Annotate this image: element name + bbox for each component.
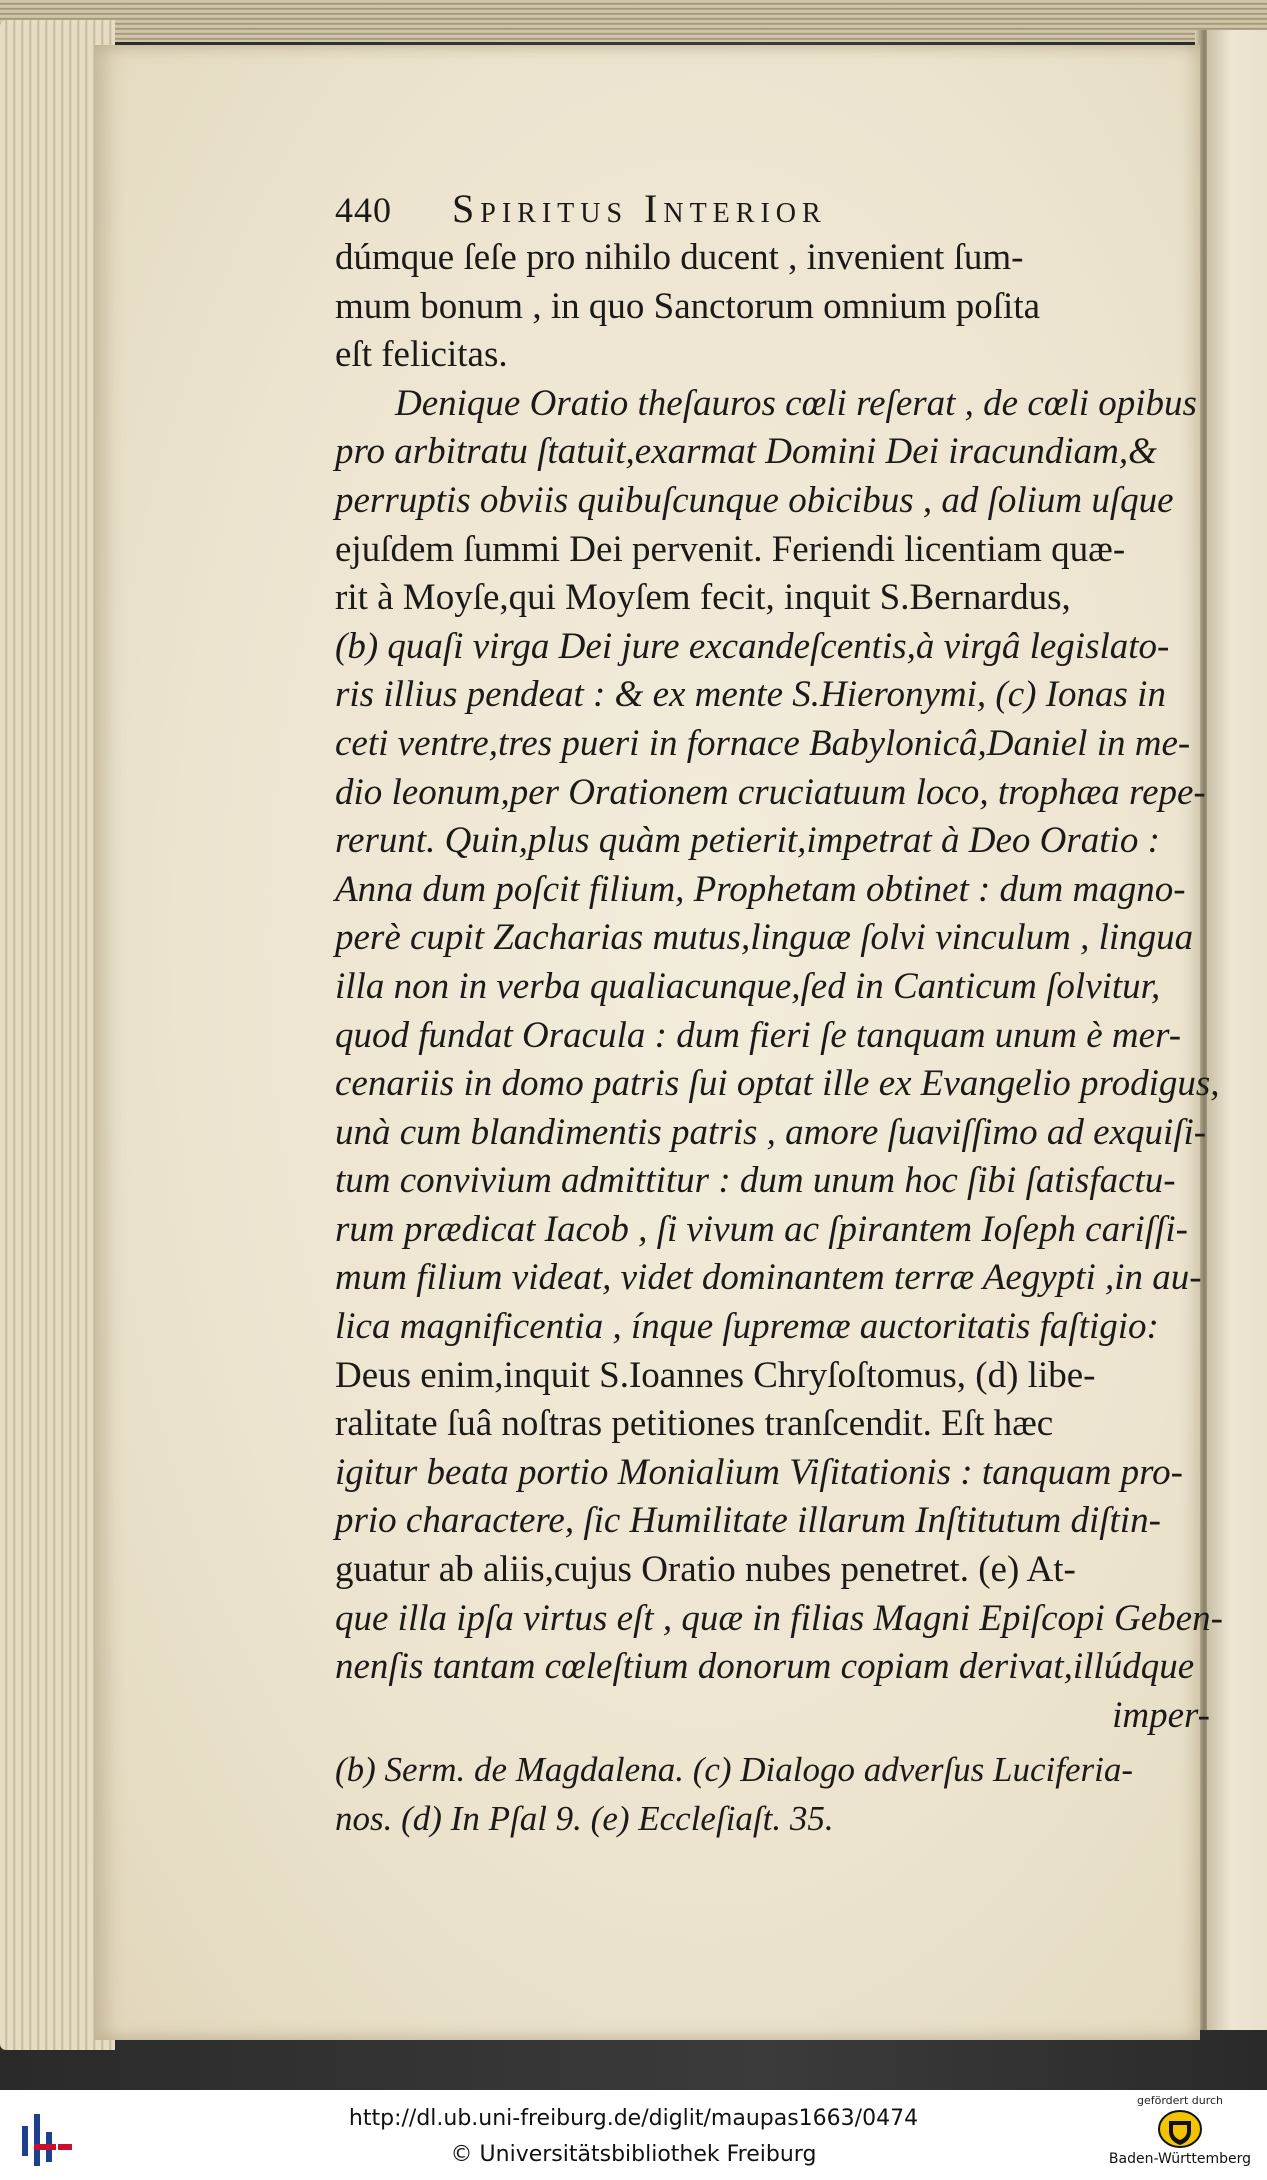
text-line: guatur ab aliis,cujus Oratio nubes penetret. (e) At-: [335, 1549, 1076, 1591]
footnote-line: nos. (d) In Pſal 9. (e) Eccleſiaſt. 35.: [335, 1799, 834, 1838]
text-line: (b) quaſi virga Dei jure excandeſcentis,à virgâ legislato-: [335, 625, 1170, 667]
text-line: rum prædicat Iacob , ſi vivum ac ſpirantem Ioſeph cariſſi-: [335, 1208, 1188, 1250]
text-line: nenſis tantam cœleſtium donorum copiam derivat,illúdque: [335, 1646, 1195, 1688]
footnote-line: (b) Serm. de Magdalena. (c) Dialogo adverſus Luciferia-: [335, 1750, 1134, 1790]
text-line: ejuſdem ſummi Dei pervenit. Feriendi licentiam quæ-: [335, 528, 1126, 570]
page-text: [335, 185, 1235, 1844]
body-text: [335, 234, 1235, 1740]
text-line: imper-: [1112, 1694, 1210, 1736]
viewer-footer: [0, 2090, 1267, 2180]
text-line: illa non in verba qualiacunque,ſed in Canticum ſolvitur,: [335, 965, 1161, 1007]
text-line: igitur beata portio Monialium Viſitationis : tanquam pro-: [335, 1451, 1183, 1493]
page-url[interactable]: http://dl.ub.uni-freiburg.de/diglit/maupas1663/0474: [348, 2106, 919, 2131]
copyright-notice: © Universitätsbibliothek Freiburg: [450, 2142, 817, 2167]
text-line: ris illius pendeat : & ex mente S.Hieronymi, (c) Ionas in: [335, 674, 1166, 716]
text-line: perè cupit Zacharias mutus,linguæ ſolvi vinculum , lingua: [335, 917, 1194, 959]
page-number: 440: [335, 190, 392, 230]
text-line: rerunt. Quin,plus quàm petierit,impetrat à Deo Oratio :: [335, 820, 1160, 862]
sponsor-block: [1100, 2094, 1260, 2178]
text-line: Deus enim,inquit S.Ioannes Chryſoſtomus, (d) libe-: [335, 1354, 1096, 1396]
text-line: mum filium videat, videt dominantem terræ Aegypti ,in au-: [335, 1257, 1202, 1299]
sponsor-caption: gefördert durch: [1136, 2094, 1224, 2107]
book-top-edges: [0, 0, 1267, 42]
running-header: [335, 185, 1235, 234]
text-line: unà cum blandimentis patris , amore ſuaviſſimo ad exquiſi-: [335, 1111, 1207, 1153]
text-line: dúmque ſeſe pro nihilo ducent , invenient ſum-: [335, 237, 1024, 278]
baden-wuerttemberg-shield-icon: [1157, 2109, 1203, 2149]
text-line: eſt felicitas.: [335, 334, 508, 376]
text-line: cenariis in domo patris ſui optat ille ex Evangelio prodigus,: [335, 1063, 1220, 1105]
book-page: [95, 45, 1223, 2040]
footnotes: [335, 1746, 1235, 1843]
text-line: ceti ventre,tres pueri in fornace Babylonicâ,Daniel in me-: [335, 722, 1191, 764]
running-title: Spiritus Interior: [452, 186, 827, 231]
text-line: lica magnificentia , ínque ſupremæ auctoritatis faſtigio:: [335, 1306, 1159, 1348]
sponsor-name: Baden-Württemberg: [1108, 2151, 1252, 2167]
text-line: mum bonum , in quo Sanctorum omnium poſita: [335, 285, 1041, 327]
text-line: pro arbitratu ſtatuit,exarmat Domini Dei iracundiam,&: [335, 431, 1157, 473]
text-line: perruptis obviis quibuſcunque obicibus , ad ſolium uſque: [335, 479, 1174, 521]
text-line: quod fundat Oracula : dum fieri ſe tanquam unum è mer-: [335, 1014, 1182, 1056]
text-line: Anna dum poſcit filium, Prophetam obtinet : dum magno-: [335, 868, 1186, 910]
text-line: Denique Oratio theſauros cœli reſerat , de cœli opibus: [395, 382, 1197, 424]
text-line: tum convivium admittitur : dum unum hoc ſibi ſatisfactu-: [335, 1160, 1176, 1202]
text-line: ralitate ſuâ noſtras petitiones tranſcendit. Eſt hæc: [335, 1403, 1054, 1445]
text-line: que illa ipſa virtus eſt , quæ in filias Magni Epiſcopi Geben-: [335, 1597, 1223, 1639]
text-line: prio charactere, ſic Humilitate illarum Inſtitutum diſtin-: [335, 1500, 1161, 1542]
text-line: dio leonum,per Orationem cruciatuum loco, trophæa repe-: [335, 771, 1206, 813]
text-line: rit à Moyſe,qui Moyſem fecit, inquit S.Bernardus,: [335, 577, 1071, 619]
